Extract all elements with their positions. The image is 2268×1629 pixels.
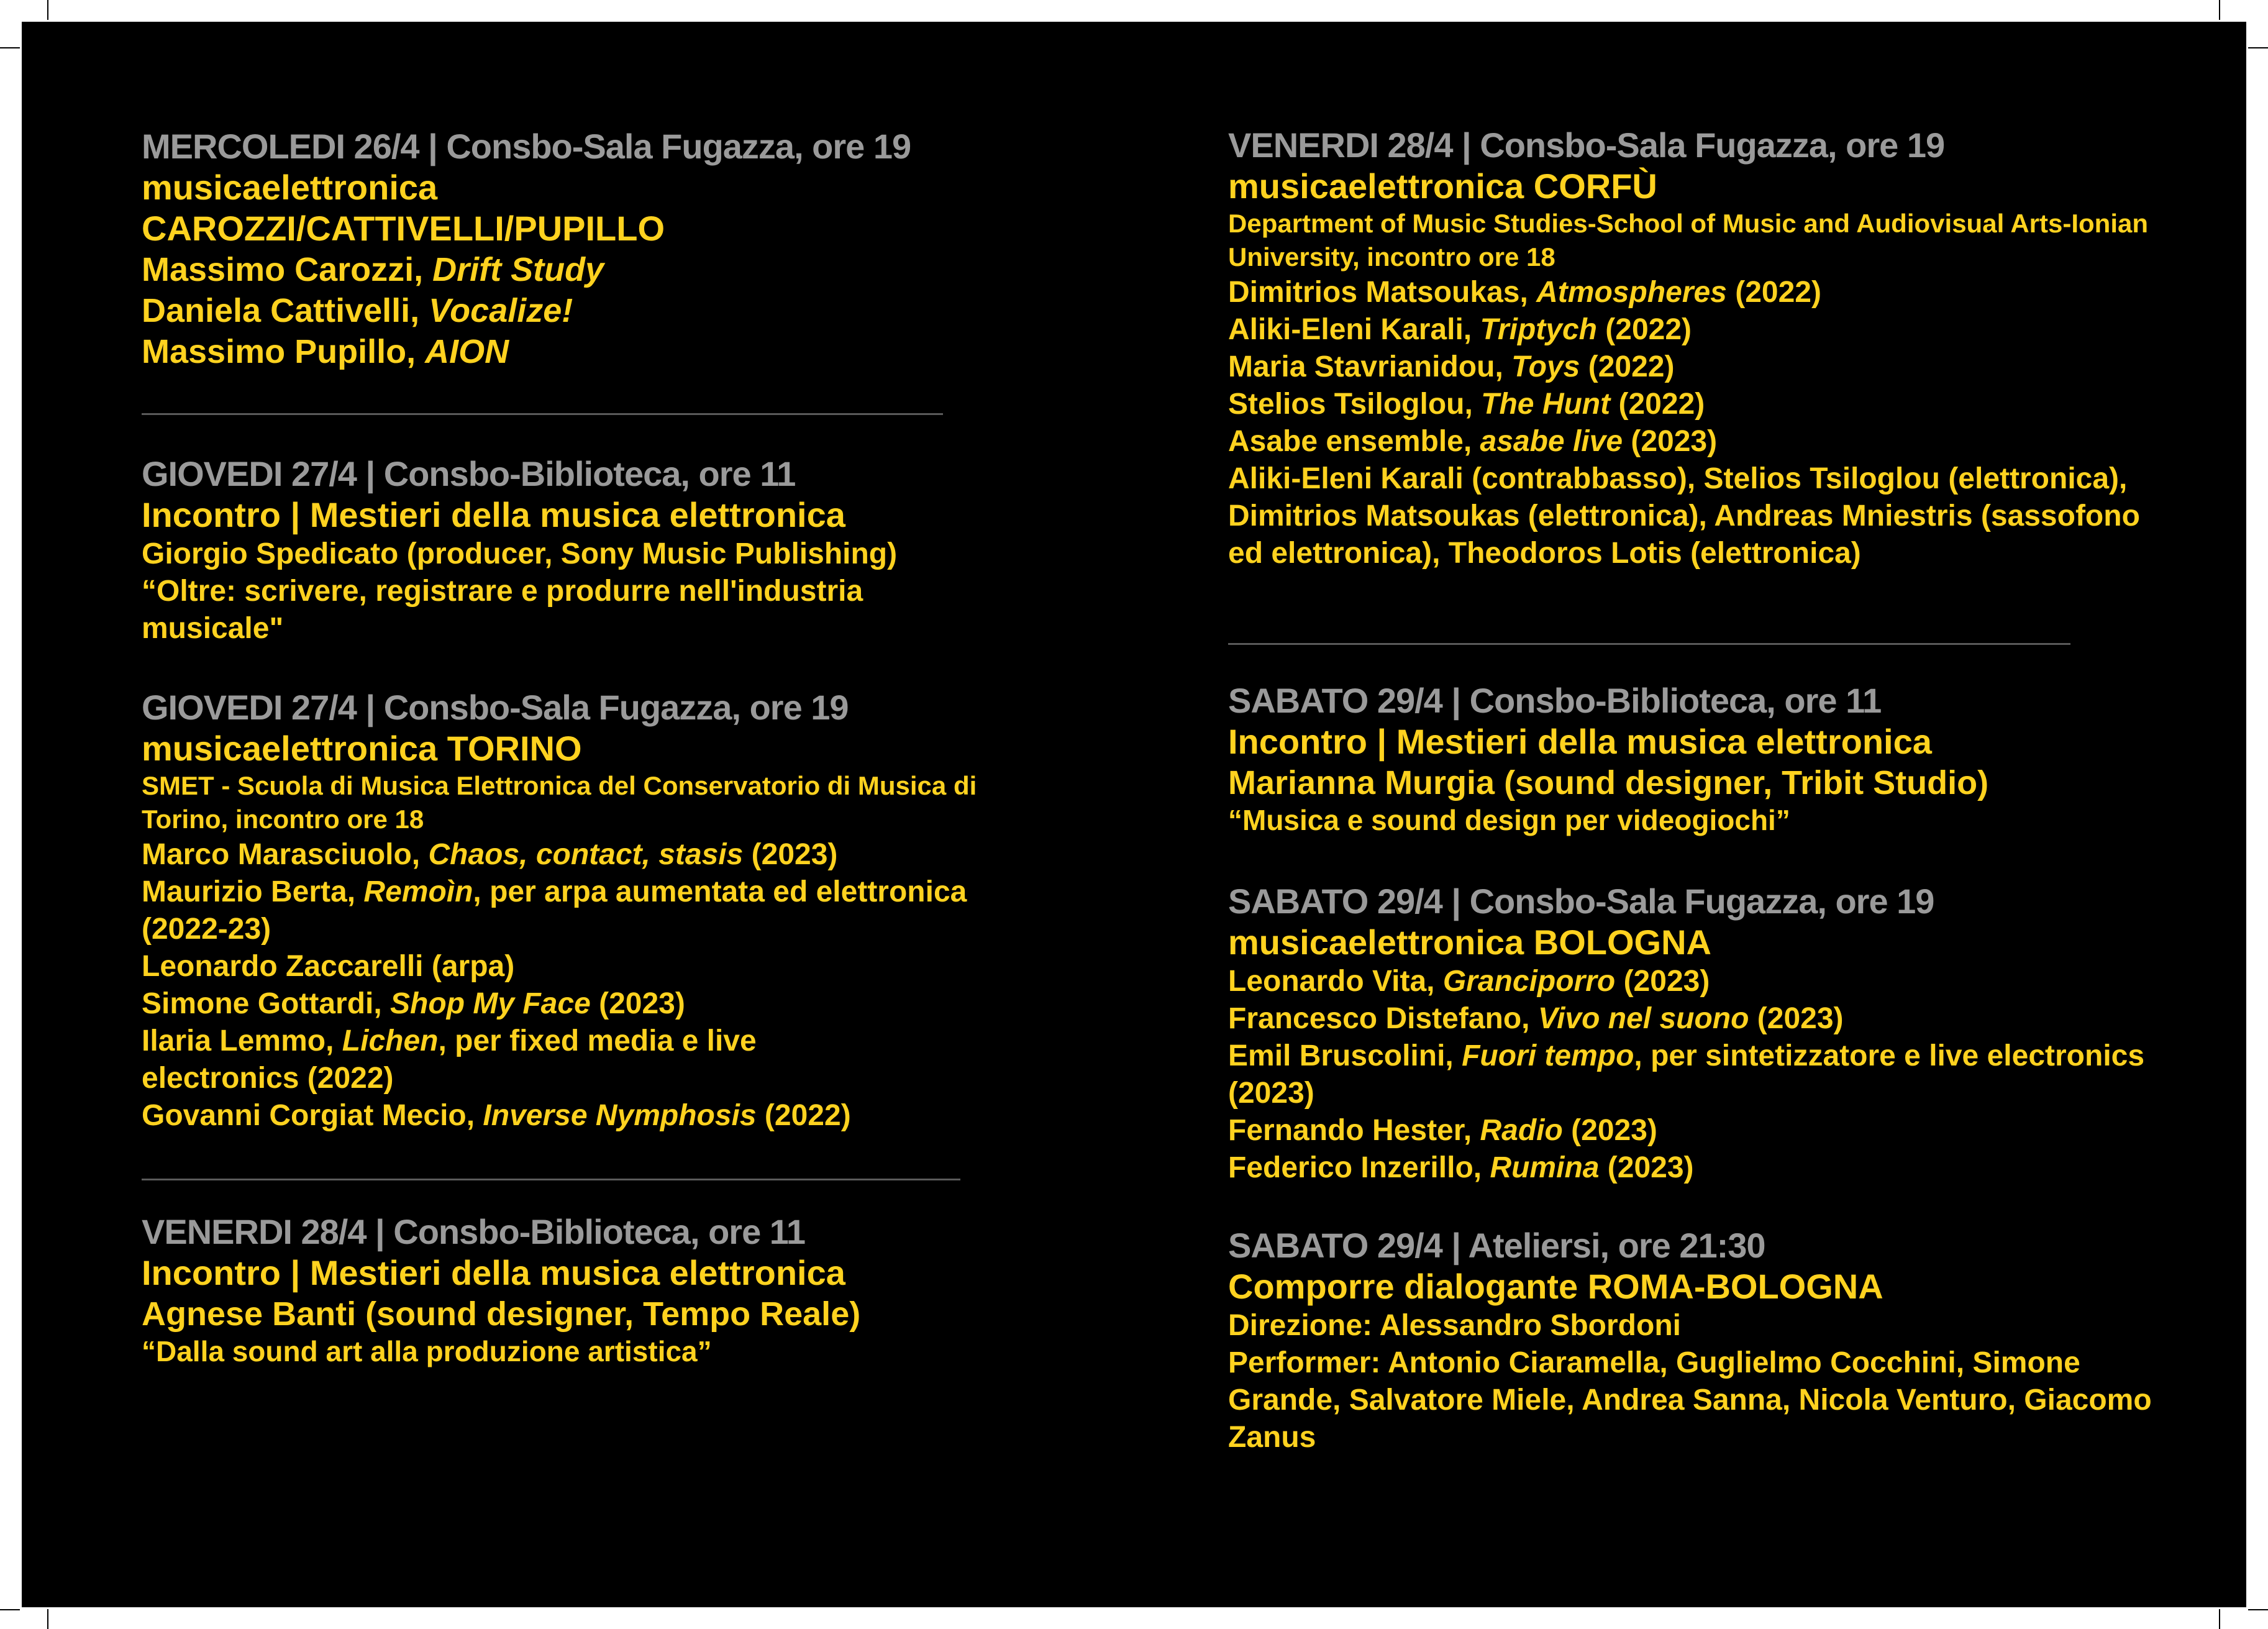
work-line: Maria Stavrianidou, Toys (2022) (1228, 350, 1675, 383)
work-line: Fernando Hester, Radio (2023) (1228, 1114, 1657, 1147)
work-line: Leonardo Vita, Granciporro (2023) (1228, 965, 1710, 998)
work-line: Francesco Distefano, Vivo nel suono (2023) (1228, 1002, 1844, 1035)
event-title: Incontro | Mestieri della musica elettronica (1228, 722, 1932, 761)
work-line: Daniela Cattivelli, Vocalize! (142, 292, 573, 329)
performers: Aliki-Eleni Karali (contrabbasso), Stelios Tsiloglou (elettronica), Dimitrios Matsoukas (elettronica), Andreas Mniestris (sassofono ed elettronica), Theodoros Lotis (elettronica) (1228, 462, 2140, 570)
crop-mark (2248, 1609, 2268, 1610)
work-line: Stelios Tsiloglou, The Hunt (2022) (1228, 388, 1705, 421)
event-header: SABATO 29/4 | Consbo-Sala Fugazza, ore 19 (1228, 882, 1934, 921)
event-header: MERCOLEDI 26/4 | Consbo-Sala Fugazza, ore 19 (142, 127, 911, 166)
work-line: Federico Inzerillo, Rumina (2023) (1228, 1151, 1694, 1184)
event-note: SMET - Scuola di Musica Elettronica del Conservatorio di Musica di Torino, incontro ore 18 (142, 771, 977, 834)
section-divider (1228, 643, 2070, 645)
work-line: Asabe ensemble, asabe live (2023) (1228, 425, 1718, 458)
crop-mark (47, 0, 48, 20)
event-header: SABATO 29/4 | Ateliersi, ore 21:30 (1228, 1226, 1765, 1265)
event-header: VENERDI 28/4 | Consbo-Sala Fugazza, ore 19 (1228, 125, 1945, 165)
crop-mark (2219, 0, 2220, 20)
section-divider (142, 1179, 960, 1180)
event-title: musicaelettronica TORINO (142, 729, 582, 768)
direction: Direzione: Alessandro Sbordoni (1228, 1309, 1681, 1342)
work-line: Aliki-Eleni Karali, Triptych (2022) (1228, 313, 1692, 346)
event-giovedi-27-fugazza (142, 687, 1011, 1134)
event-title: musicaelettronica (142, 168, 438, 207)
event-header: SABATO 29/4 | Consbo-Biblioteca, ore 11 (1228, 681, 1882, 720)
work-line: Marco Marasciuolo, Chaos, contact, stasis (2023) (142, 838, 838, 871)
work-line: Massimo Pupillo, AION (142, 333, 509, 370)
speaker: Marianna Murgia (sound designer, Tribit Studio) (1228, 764, 1989, 801)
section-divider (142, 413, 943, 415)
work-line: Govanni Corgiat Mecio, Inverse Nymphosis (2022) (142, 1099, 851, 1132)
event-sabato-29-fugazza (1228, 881, 2197, 1187)
work-line: Dimitrios Matsoukas, Atmospheres (2022) (1228, 276, 1821, 309)
speaker: Giorgio Spedicato (producer, Sony Music Publishing) (142, 537, 898, 570)
crop-mark (0, 47, 20, 48)
work-line: Massimo Carozzi, Drift Study (142, 251, 604, 288)
event-giovedi-27-biblioteca (142, 454, 1011, 647)
work-line: Simone Gottardi, Shop My Face (2023) (142, 987, 685, 1020)
work-line: Ilaria Lemmo, Lichen, per fixed media e live electronics (2022) (142, 1024, 757, 1095)
event-title: musicaelettronica BOLOGNA (1228, 923, 1711, 962)
event-header: GIOVEDI 27/4 | Consbo-Biblioteca, ore 11 (142, 454, 796, 493)
performer-line: Leonardo Zaccarelli (arpa) (142, 950, 515, 983)
speaker: Agnese Banti (sound designer, Tempo Reale) (142, 1295, 861, 1333)
event-mercoledi-26-fugazza (142, 126, 1011, 372)
event-note: Department of Music Studies-School of Music and Audiovisual Arts-Ionian University, incontro ore 18 (1228, 209, 2149, 272)
program-page (22, 22, 2246, 1607)
crop-mark (2219, 1609, 2220, 1629)
event-title: Incontro | Mestieri della musica elettronica (142, 495, 845, 534)
event-venerdi-28-fugazza (1228, 125, 2197, 572)
crop-mark (0, 1609, 20, 1610)
work-line: Emil Bruscolini, Fuori tempo, per sintetizzatore e live electronics (2023) (1228, 1039, 2145, 1110)
event-title: Comporre dialogante ROMA-BOLOGNA (1228, 1267, 1883, 1306)
talk-title: “Dalla sound art alla produzione artistica” (142, 1335, 712, 1367)
work-line: Maurizio Berta, Remoìn, per arpa aumentata ed elettronica (2022-23) (142, 875, 967, 946)
crop-mark (2248, 47, 2268, 48)
event-header: GIOVEDI 27/4 | Consbo-Sala Fugazza, ore 19 (142, 688, 849, 727)
event-venerdi-28-biblioteca (142, 1211, 1011, 1368)
event-title: Incontro | Mestieri della musica elettronica (142, 1253, 845, 1292)
talk-title: “Musica e sound design per videogiochi” (1228, 804, 1790, 836)
performers: Performer: Antonio Ciaramella, Guglielmo Cocchini, Simone Grande, Salvatore Miele, Andrea Sanna, Nicola Venturo, Giacomo Zanus (1228, 1346, 2152, 1454)
talk-title: “Oltre: scrivere, registrare e produrre nell'industria musicale" (142, 575, 863, 645)
crop-mark (47, 1609, 48, 1629)
event-header: VENERDI 28/4 | Consbo-Biblioteca, ore 11 (142, 1212, 805, 1251)
event-title: musicaelettronica CORFÙ (1228, 167, 1657, 206)
event-sabato-29-biblioteca (1228, 680, 2197, 837)
event-title: CAROZZI/CATTIVELLI/PUPILLO (142, 209, 665, 248)
event-sabato-29-ateliersi (1228, 1225, 2197, 1456)
